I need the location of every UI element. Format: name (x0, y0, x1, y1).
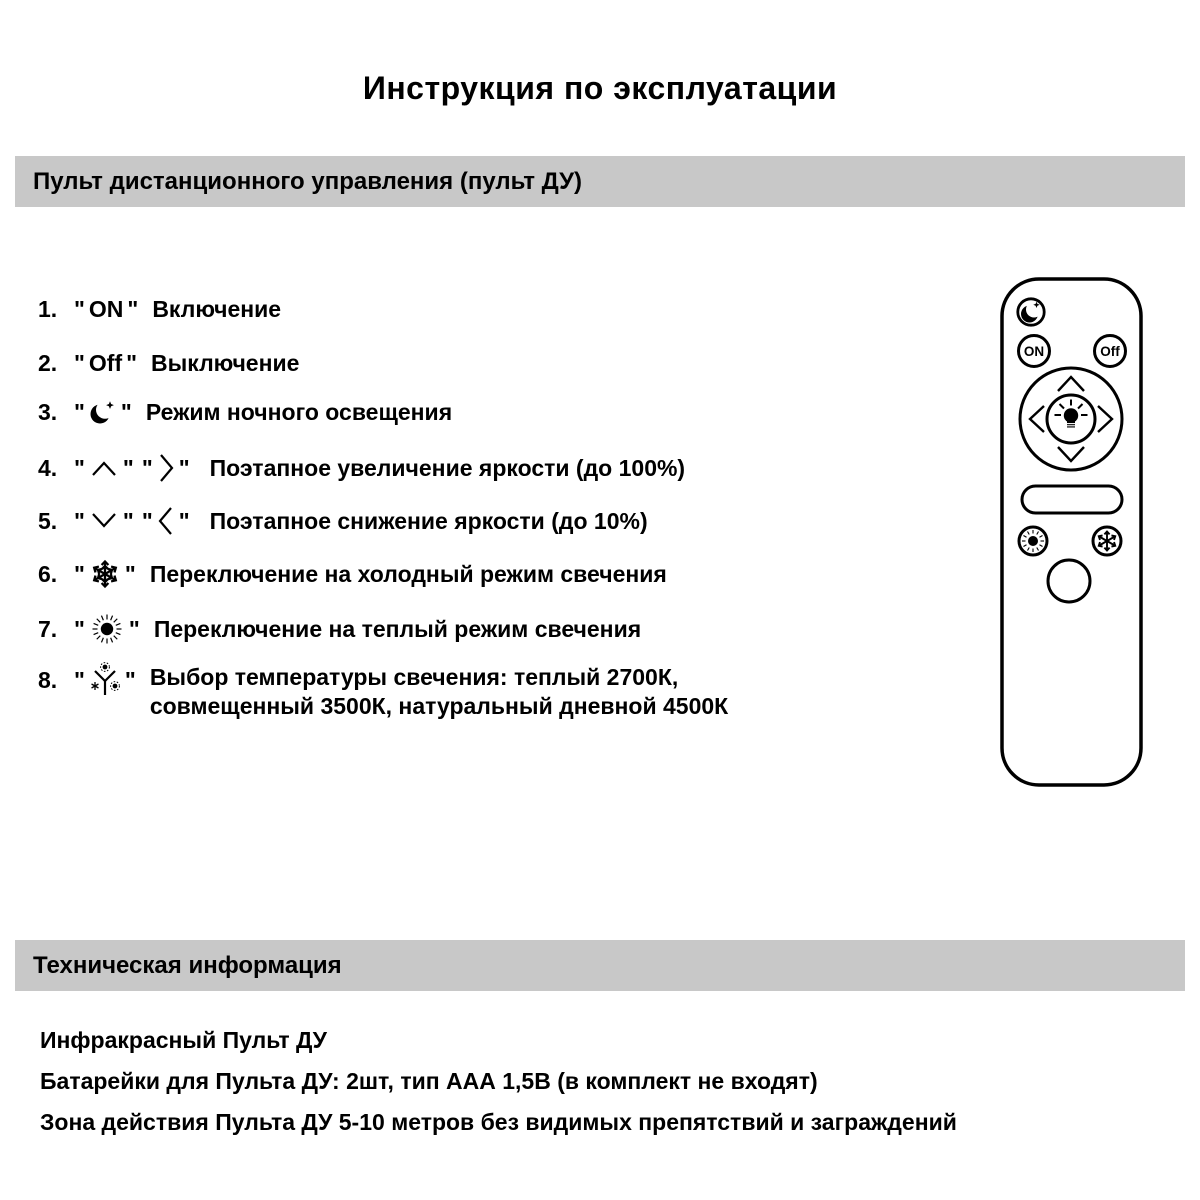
quote-mark: " (74, 454, 85, 481)
chevron-up-icon (89, 457, 119, 479)
item-number: 2. (38, 350, 58, 376)
list-item-warm-mode (38, 611, 641, 647)
quote-mark: " (141, 507, 153, 534)
section-header-tech (15, 940, 1185, 991)
remote-on-label: ON (1023, 344, 1045, 359)
tech-info-line: Зона действия Пульта ДУ 5-10 метров без видимых препятствий и заграждений (40, 1109, 957, 1135)
list-item-brightness-up (38, 451, 685, 485)
quote-mark: " (74, 296, 85, 322)
item-number: 3. (38, 398, 58, 425)
quote-mark: " (74, 350, 85, 376)
quote-mark: " (122, 454, 134, 481)
item-text: Поэтапное снижение яркости (до 10%) (209, 507, 648, 534)
chevron-down-icon (89, 510, 119, 532)
item-text-line1: Выбор температуры свечения: теплый 2700К, (149, 664, 679, 690)
quote-mark: " (127, 296, 139, 322)
item-text: Включение (152, 296, 282, 322)
tech-info-line: Батарейки для Пульта ДУ: 2шт, тип ААА 1,5В (в комплект не входят) (40, 1068, 818, 1094)
quote-mark: " (178, 507, 190, 534)
item-number: 6. (38, 560, 58, 587)
quote-mark: " (74, 560, 85, 587)
chevron-right-icon (157, 451, 175, 485)
remote-control-illustration (1000, 277, 1143, 787)
item-text: Поэтапное увеличение яркости (до 100%) (209, 454, 686, 481)
quote-mark: " (124, 560, 136, 587)
list-item-brightness-down (38, 504, 648, 538)
page-title: Инструкция по эксплуатации (362, 70, 838, 106)
tech-info-line: Инфракрасный Пульт ДУ (40, 1027, 327, 1053)
temperature-select-icon (89, 662, 121, 698)
item-text: Переключение на холодный режим свечения (149, 560, 667, 587)
item-text: Режим ночного освещения (145, 398, 453, 425)
snowflake-cold-icon (89, 558, 121, 590)
quote-mark: " (120, 398, 132, 425)
section-header-tech-label: Техническая информация (33, 951, 342, 979)
item-number: 7. (38, 615, 58, 642)
item-text (150, 663, 728, 721)
item-text: Переключение на теплый режим свечения (153, 615, 642, 642)
list-item-temperature-select (38, 663, 728, 721)
item-text: Выключение (151, 350, 300, 376)
quote-mark: " (122, 507, 134, 534)
list-item-night-mode (38, 397, 452, 427)
quote-mark: " (141, 454, 153, 481)
list-item-cold-mode (38, 558, 667, 590)
remote-warm-button (1019, 527, 1047, 555)
item-number: 4. (38, 454, 58, 481)
quote-mark: " (178, 454, 190, 481)
quote-mark: " (74, 398, 85, 425)
list-item-on (38, 296, 281, 323)
quote-mark: " (74, 615, 85, 642)
quote-mark: " (126, 350, 138, 376)
item-number: 5. (38, 507, 58, 534)
item-number: 8. (38, 666, 58, 693)
sun-warm-icon (89, 611, 125, 647)
chevron-left-icon (157, 504, 175, 538)
off-button-label: Off (88, 350, 123, 376)
quote-mark: " (74, 666, 85, 693)
remote-night-mode-button (1018, 299, 1044, 325)
remote-off-label: Off (1100, 344, 1120, 359)
section-header-remote-label: Пульт дистанционного управления (пульт ДУ) (33, 167, 582, 195)
on-button-label: ON (88, 296, 124, 322)
moon-night-mode-icon (89, 397, 117, 427)
quote-mark: " (74, 507, 85, 534)
sun-warm-icon (1028, 536, 1038, 546)
item-number: 1. (38, 296, 58, 322)
list-item-off (38, 350, 299, 377)
quote-mark: " (128, 615, 140, 642)
item-text-line2: совмещенный 3500К, натуральный дневной 4500К (149, 693, 729, 719)
section-header-remote (15, 156, 1185, 207)
quote-mark: " (124, 666, 136, 693)
